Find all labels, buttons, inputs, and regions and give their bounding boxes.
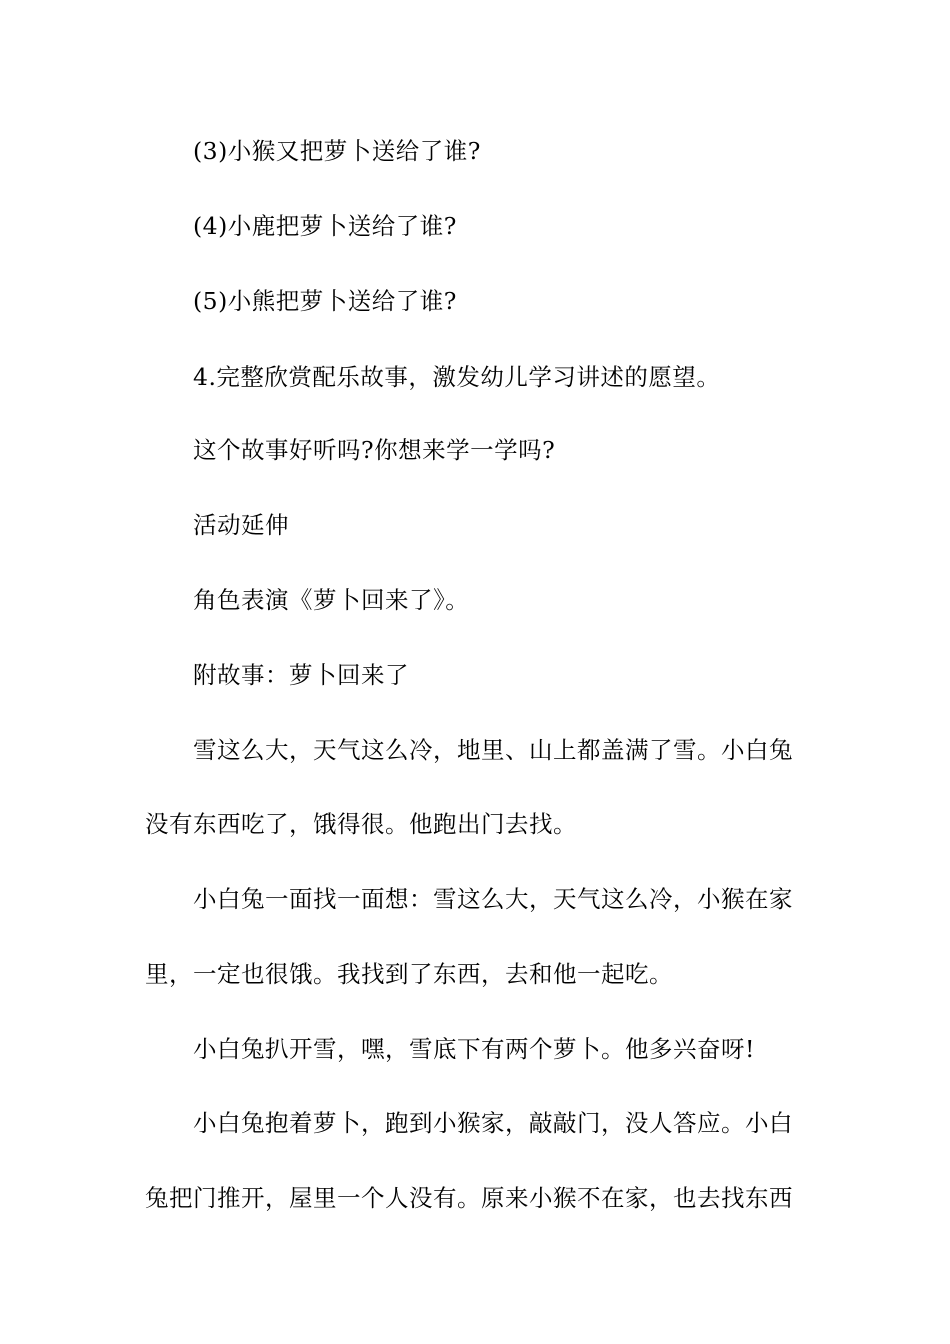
story-paragraph-4-line-1: 小白兔抱着萝卜，跑到小猴家，敲敲门，没人答应。小白 (193, 1109, 793, 1137)
story-title: 附故事：萝卜回来了 (193, 661, 409, 689)
question-4: (4)小鹿把萝卜送给了谁? (193, 212, 457, 240)
extension-activity: 角色表演《萝卜回来了》。 (193, 586, 470, 614)
story-paragraph-2-line-2: 里，一定也很饿。我找到了东西，去和他一起吃。 (145, 960, 673, 988)
story-paragraph-2-line-1: 小白兔一面找一面想：雪这么大，天气这么冷，小猴在家 (193, 885, 793, 913)
section-heading-extension: 活动延伸 (193, 511, 289, 539)
step-4-question: 这个故事好听吗?你想来学一学吗? (193, 436, 556, 464)
question-3: (3)小猴又把萝卜送给了谁? (193, 137, 481, 165)
question-5: (5)小熊把萝卜送给了谁? (193, 287, 457, 315)
story-paragraph-1-line-1: 雪这么大，天气这么冷，地里、山上都盖满了雪。小白兔 (193, 736, 793, 764)
step-4-heading: 4.完整欣赏配乐故事，激发幼儿学习讲述的愿望。 (193, 363, 721, 391)
story-paragraph-3: 小白兔扒开雪，嘿，雪底下有两个萝卜。他多兴奋呀! (193, 1035, 755, 1063)
story-paragraph-1-line-2: 没有东西吃了，饿得很。他跑出门去找。 (145, 810, 577, 838)
story-paragraph-4-line-2: 兔把门推开，屋里一个人没有。原来小猴不在家，也去找东西 (145, 1184, 793, 1212)
